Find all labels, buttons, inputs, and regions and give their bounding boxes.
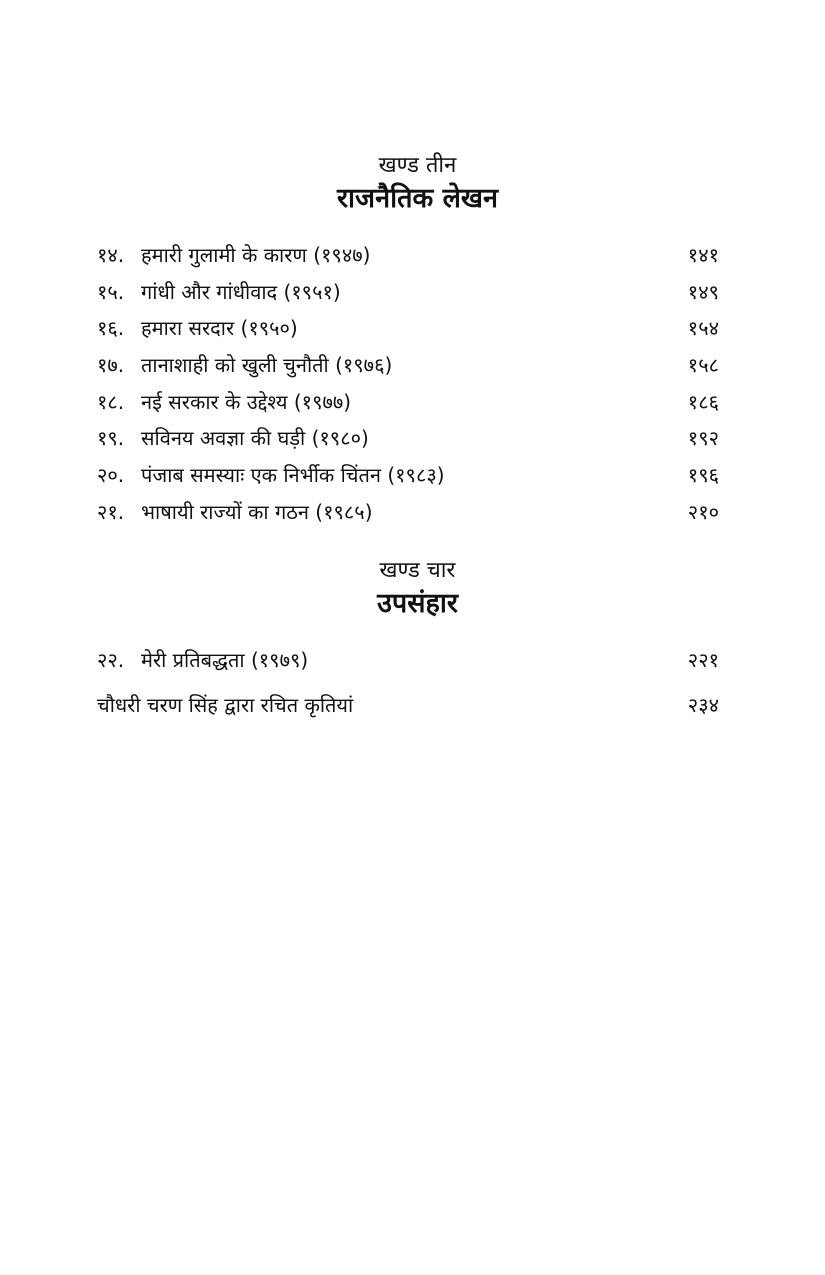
entry-page-number: २३४ bbox=[687, 693, 719, 717]
section-four-heading bbox=[0, 556, 825, 622]
entry-title: तानाशाही को खुली चुनौती (१९७६) bbox=[141, 353, 393, 378]
entry-page-number: १८६ bbox=[687, 389, 719, 414]
toc-entry-works[interactable] bbox=[97, 687, 719, 724]
toc-entry-21[interactable] bbox=[97, 494, 719, 531]
appendix-contents bbox=[97, 687, 719, 724]
entry-page-number: १४१ bbox=[687, 243, 719, 267]
entry-page-number: २१० bbox=[687, 499, 719, 524]
entry-title: मेरी प्रतिबद्धता (१९७९) bbox=[141, 648, 309, 672]
entry-number: २०. bbox=[97, 463, 125, 488]
section-four-subtitle: खण्ड चार bbox=[379, 558, 456, 583]
entry-title: हमारी गुलामी के कारण (१९४७) bbox=[141, 243, 371, 267]
section-four-contents bbox=[97, 642, 719, 679]
entry-number: १५. bbox=[97, 279, 125, 304]
toc-entry-16[interactable] bbox=[97, 310, 719, 347]
entry-number: १६. bbox=[97, 316, 125, 341]
toc-entry-20[interactable] bbox=[97, 457, 719, 494]
entry-number: १७. bbox=[97, 353, 125, 378]
entry-title: सविनय अवज्ञा की घड़ी (१९८०) bbox=[141, 426, 369, 451]
toc-entry-14[interactable] bbox=[97, 237, 719, 274]
entry-page-number: २२१ bbox=[687, 648, 719, 672]
entry-number: १९. bbox=[97, 426, 125, 451]
toc-entry-15[interactable] bbox=[97, 274, 719, 311]
entry-page-number: १५८ bbox=[687, 353, 719, 378]
entry-title: गांधी और गांधीवाद (१९५१) bbox=[141, 279, 341, 304]
section-three-contents bbox=[97, 237, 719, 531]
entry-title: चौधरी चरण सिंह द्वारा रचित कृतियां bbox=[97, 693, 354, 717]
section-four-title: उपसंहार bbox=[377, 588, 458, 619]
entry-title: भाषायी राज्यों का गठन (१९८५) bbox=[141, 499, 373, 524]
toc-entry-22[interactable] bbox=[97, 642, 719, 679]
entry-number: २२. bbox=[97, 648, 125, 672]
entry-page-number: १९६ bbox=[687, 463, 719, 488]
entry-title: नई सरकार के उद्देश्य (१९७७) bbox=[141, 389, 352, 414]
entry-number: २१. bbox=[97, 499, 125, 524]
section-three-heading bbox=[0, 151, 825, 217]
entry-page-number: १९२ bbox=[687, 426, 719, 451]
section-three-subtitle: खण्ड तीन bbox=[378, 153, 457, 178]
toc-entry-17[interactable] bbox=[97, 347, 719, 384]
entry-page-number: १५४ bbox=[687, 316, 719, 341]
section-three-title: राजनैतिक लेखन bbox=[337, 183, 498, 214]
entry-number: १८. bbox=[97, 389, 125, 414]
entry-number: १४. bbox=[97, 243, 125, 267]
toc-entry-19[interactable] bbox=[97, 420, 719, 457]
toc-entry-18[interactable] bbox=[97, 384, 719, 421]
entry-title: पंजाब समस्याः एक निर्भीक चिंतन (१९८३) bbox=[141, 463, 445, 488]
entry-title: हमारा सरदार (१९५०) bbox=[141, 316, 298, 341]
entry-page-number: १४९ bbox=[687, 279, 719, 304]
